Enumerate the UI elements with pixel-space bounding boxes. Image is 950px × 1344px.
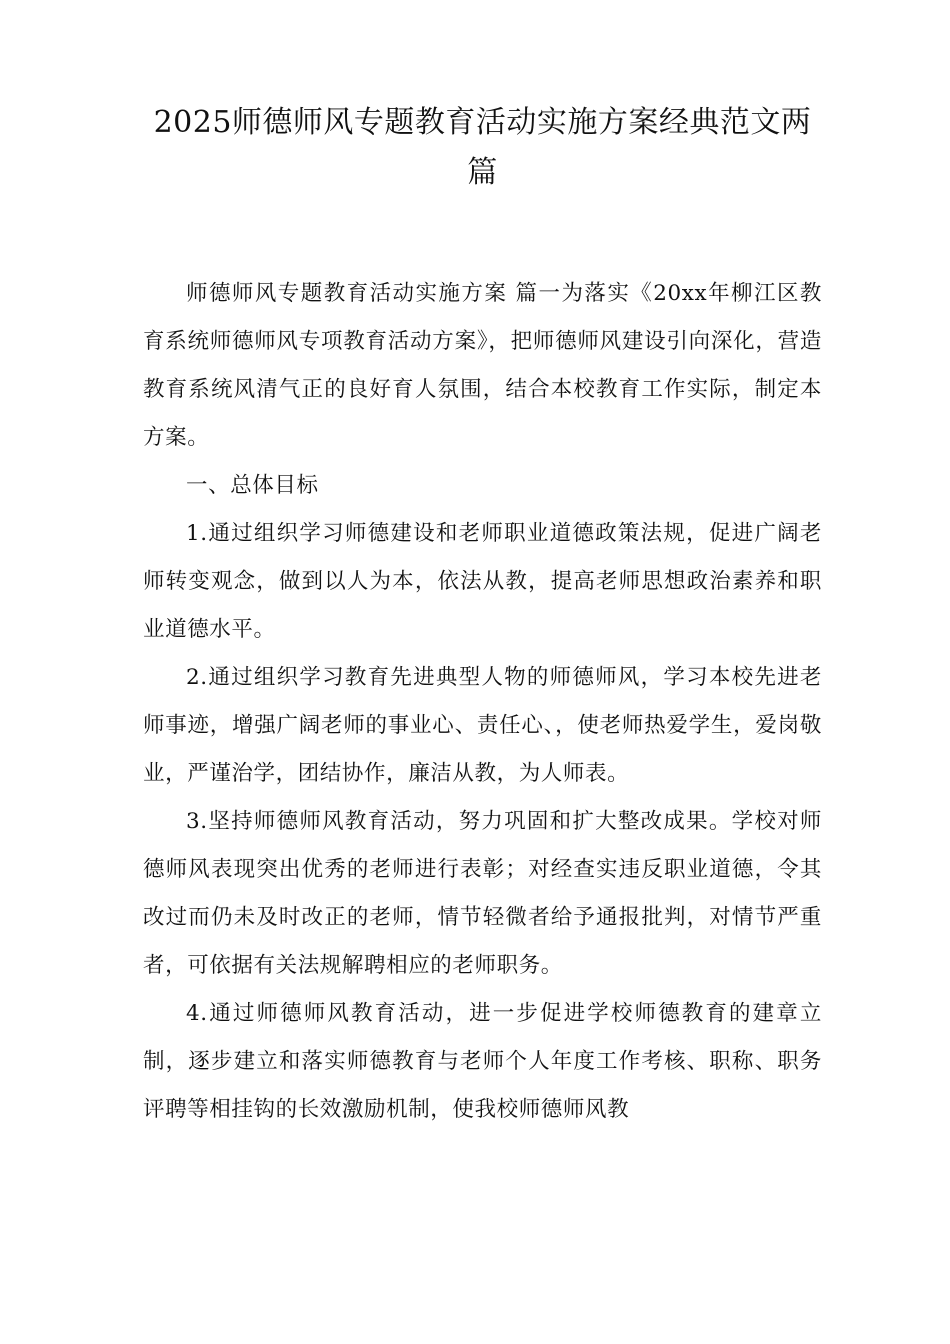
section-heading: 一、总体目标: [186, 473, 319, 498]
goal-item-1: 1.通过组织学习师德建设和老师职业道德政策法规，促进广阔老师转变观念，做到以人为本，依法从教，提高老师思想政治素养和职业道德水平。: [143, 521, 822, 642]
document-title: 2025师德师风专题教育活动实施方案经典范文两篇: [153, 105, 812, 190]
goal-item-3: 3.坚持师德师风教育活动，努力巩固和扩大整改成果。学校对师德师风表现突出优秀的老师进行表彰；对经查实违反职业道德，令其改过而仍未及时改正的老师，情节轻微者给予通报批判，对情节严重者，可依据有关法规解聘相应的老师职务。: [143, 809, 822, 978]
document-body: [143, 270, 822, 1134]
goal-item-2: 2.通过组织学习教育先进典型人物的师德师风，学习本校先进老师事迹，增强广阔老师的事业心、责任心、，使老师热爱学生，爱岗敬业，严谨治学，团结协作，廉洁从教，为人师表。: [143, 665, 822, 786]
intro-paragraph: 师德师风专题教育活动实施方案 篇一为落实《20xx年柳江区教育系统师德师风专项教育活动方案》，把师德师风建设引向深化，营造教育系统风清气正的良好育人氛围，结合本校教育工作实际，制定本方案。: [143, 281, 822, 450]
goal-item-4: 4.通过师德师风教育活动，进一步促进学校师德教育的建章立制，逐步建立和落实师德教育与老师个人年度工作考核、职称、职务评聘等相挂钩的长效激励机制，使我校师德师风教: [143, 1001, 822, 1122]
